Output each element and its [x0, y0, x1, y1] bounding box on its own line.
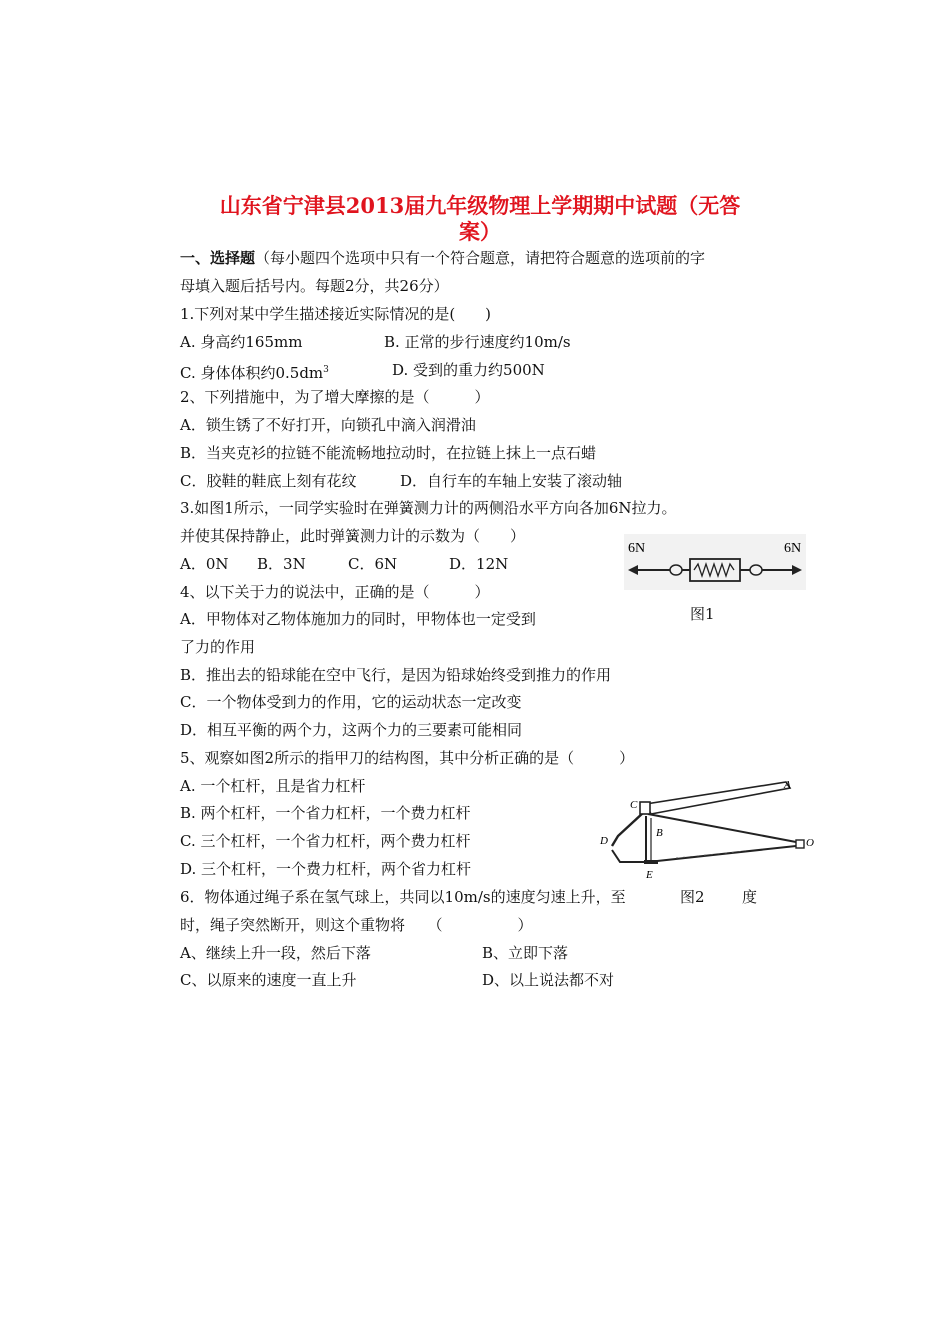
- q6-option-b: B、立即下落: [482, 944, 569, 962]
- q1-option-d: D. 受到的重力约500N: [392, 361, 545, 379]
- q3-option-a: A．0N: [180, 555, 229, 573]
- figure-1-spring-balance: [624, 534, 806, 590]
- figure-2-top-jaw: [612, 812, 644, 846]
- q4-option-a-line-1: A．甲物体对乙物体施加力的同时，甲物体也一定受到: [180, 610, 536, 628]
- q1-option-c: [180, 360, 329, 383]
- figure-2-pivot-c: [640, 802, 650, 814]
- q1-option-b: B. 正常的步行速度约10m/s: [384, 333, 571, 351]
- q6-stem-line-2: 时，绳子突然断开，则这个重物将 （ ）: [180, 916, 533, 934]
- page-title-line-2: 案）: [459, 219, 501, 244]
- q5-option-a: A. 一个杠杆，且是省力杠杆: [180, 777, 366, 795]
- figure-1-caption: 图1: [690, 605, 715, 623]
- figure-2-upper-handle: [646, 782, 790, 814]
- q5-option-c: C. 三个杠杆，一个省力杠杆，两个费力杠杆: [180, 832, 471, 850]
- q6-option-c: C、以原来的速度一直上升: [180, 971, 357, 989]
- q1-stem: 1.下列对某中学生描述接近实际情况的是( ): [180, 305, 492, 323]
- page-title: [180, 193, 780, 245]
- q3-option-d: D．12N: [449, 555, 509, 573]
- section-intro-line-1: [180, 248, 705, 268]
- q4-option-b: B．推出去的铅球能在空中飞行，是因为铅球始终受到推力的作用: [180, 666, 612, 684]
- figure-2-end-o: [796, 840, 804, 848]
- q6-stem-line-1-tail: 度: [742, 888, 758, 906]
- figure-2-top-arm: [648, 814, 802, 842]
- q1-option-c-text: C. 身体体积约0.5dm: [180, 364, 324, 382]
- q2-option-d: D．自行车的车轴上安装了滚动轴: [400, 472, 623, 490]
- q3-option-c: C．6N: [348, 555, 398, 573]
- q3-option-b: B．3N: [257, 555, 306, 573]
- q2-option-a: A．锁生锈了不好打开，向锁孔中滴入润滑油: [180, 416, 476, 434]
- section-heading: 一、选择题: [180, 249, 256, 267]
- q2-option-b: B．当夹克衫的拉链不能流畅地拉动时，在拉链上抹上一点石蜡: [180, 444, 597, 462]
- q4-option-d: D．相互平衡的两个力，这两个力的三要素可能相同: [180, 721, 523, 739]
- q3-stem-line-2: 并使其保持静止，此时弹簧测力计的示数为（ ）: [180, 527, 526, 545]
- q6-option-a: A、继续上升一段，然后下落: [180, 944, 371, 962]
- figure-2-blade-e: [644, 860, 658, 864]
- figure-2-label-b: B: [656, 827, 663, 839]
- figure-2-label-d: D: [600, 835, 608, 847]
- figure-2-caption: 图2: [680, 888, 705, 906]
- q4-option-c: C．一个物体受到力的作用，它的运动状态一定改变: [180, 693, 522, 711]
- figure-1-left-force-label: 6N: [628, 541, 646, 556]
- q1-option-c-superscript: 3: [323, 365, 329, 375]
- figure-2-label-a: A: [784, 779, 791, 791]
- figure-2-nail-clipper: [596, 778, 818, 882]
- q6-stem-line-1: 6．物体通过绳子系在氢气球上，共同以10m/s的速度匀速上升，至: [180, 888, 626, 906]
- figure-2-bottom-arm: [612, 846, 796, 862]
- figure-1-right-force-label: 6N: [784, 541, 802, 556]
- q5-option-b: B. 两个杠杆，一个省力杠杆，一个费力杠杆: [180, 804, 471, 822]
- figure-2-label-e: E: [646, 869, 653, 881]
- section-intro-line-2: 母填入题后括号内。每题2分，共26分）: [180, 277, 449, 295]
- page-title-line-1: 山东省宁津县2013届九年级物理上学期期中试题（无答: [219, 193, 741, 218]
- q1-option-a: A. 身高约165mm: [180, 333, 303, 351]
- q4-option-a-line-2: 了力的作用: [180, 638, 256, 656]
- q5-option-d: D. 三个杠杆，一个费力杠杆，两个省力杠杆: [180, 860, 472, 878]
- q5-stem: 5、观察如图2所示的指甲刀的结构图，其中分析正确的是（ ）: [180, 749, 635, 767]
- q2-stem: 2、下列措施中，为了增大摩擦的是（ ）: [180, 388, 490, 406]
- q4-stem: 4、以下关于力的说法中，正确的是（ ）: [180, 583, 490, 601]
- figure-2-label-o: O: [806, 837, 814, 849]
- section-intro-text-1: （每小题四个选项中只有一个符合题意，请把符合题意的选项前的字: [255, 249, 706, 267]
- q6-option-d: D、以上说法都不对: [482, 971, 615, 989]
- figure-2-label-c: C: [630, 799, 638, 811]
- q3-stem-line-1: 3.如图1所示，一同学实验时在弹簧测力计的两侧沿水平方向各加6N拉力。: [180, 499, 677, 517]
- q2-option-c: C．胶鞋的鞋底上刻有花纹: [180, 472, 357, 490]
